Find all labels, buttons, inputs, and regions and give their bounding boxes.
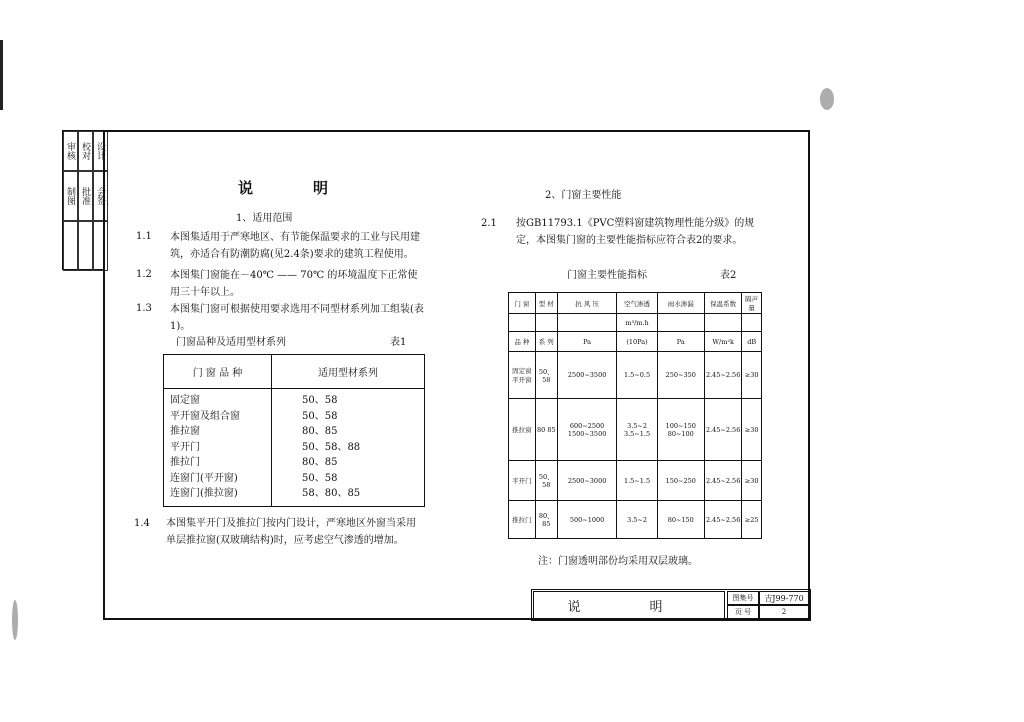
item-number: 1.2	[136, 269, 152, 280]
table-cell: ≥30	[742, 352, 762, 399]
item-text: 本图集门窗能在－40℃ —— 70℃ 的环境温度下正常使用三十年以上。	[170, 270, 418, 298]
table-header: dB	[742, 332, 762, 352]
table-cell: 2.45~2.56	[704, 501, 741, 539]
item-text: 按GB11793.1《PVC塑料窗建筑物理性能分级》的规定，本图集门窗的主要性能指标应符合表2的要求。	[516, 218, 755, 246]
item-number: 2.1	[481, 218, 497, 229]
table-cell: 推拉门	[170, 457, 200, 468]
table-header: m³/m.h	[617, 314, 657, 332]
table-cell: 600~2500 1500~3500	[557, 399, 617, 461]
table2-tag: 表2	[720, 270, 737, 281]
table-cell: 150~250	[657, 461, 704, 501]
table-header: 雨水渗漏	[657, 293, 704, 314]
table-header	[557, 314, 617, 332]
table-header	[704, 314, 741, 332]
table-col-types	[164, 389, 272, 507]
table-cell: 固定窗 平开窗	[509, 352, 536, 399]
table-cell: 250~350	[657, 352, 704, 399]
table-header: 保温系数	[704, 293, 741, 314]
table-header: 抗 风 压	[557, 293, 617, 314]
page-number: 2	[759, 605, 809, 619]
scan-noise	[820, 88, 834, 110]
stamp-cell: 批准	[78, 171, 93, 221]
table-cell: 推拉窗	[509, 399, 536, 461]
table1-caption: 门窗品种及适用型材系列	[176, 337, 286, 348]
page-title-right: 明	[313, 179, 329, 197]
table-header: 品 种	[509, 332, 536, 352]
table-cell: 推拉门	[509, 501, 536, 539]
stamp-cell: 校对	[78, 131, 93, 171]
table-cell: 100~150 80~100	[657, 399, 704, 461]
atlas-label: 图集号	[727, 591, 759, 605]
table-cell: 2.45~2.56	[704, 461, 741, 501]
table-cell: 58、80、85	[302, 488, 361, 499]
page-title-left: 说	[238, 179, 256, 197]
table-col-series	[272, 389, 425, 507]
stamp-cell: 会签	[93, 171, 108, 221]
stamp-cell: 设计	[93, 131, 108, 171]
side-signature-stamp	[62, 130, 104, 270]
table-header	[742, 314, 762, 332]
page-label: 页 号	[727, 605, 759, 619]
table-cell: 50、58	[302, 395, 338, 406]
table-header	[509, 314, 536, 332]
table-header: (10Pa)	[617, 332, 657, 352]
table-cell: 50、58	[535, 461, 557, 501]
item-number: 1.4	[134, 518, 150, 529]
table-cell: 80~150	[657, 501, 704, 539]
item-text: 本图集门窗可根据使用要求选用不同型材系列加工组装(表1)。	[170, 304, 424, 332]
table-cell: 80、85	[535, 501, 557, 539]
table1-tag: 表1	[390, 337, 407, 348]
table-cell: 2500~3500	[557, 352, 617, 399]
table-cell: 平开窗及组合窗	[170, 410, 240, 422]
table-header: 门 窗 品 种	[164, 355, 272, 389]
section-heading-performance: 2、门窗主要性能	[545, 190, 622, 201]
table-header: 空气渗透	[617, 293, 657, 314]
table-cell: 2.45~2.56	[704, 399, 741, 461]
performance-table	[508, 292, 762, 539]
table-cell: 3.5~2 3.5~1.5	[617, 399, 657, 461]
table-cell: 80 85	[535, 399, 557, 461]
table-header: Pa	[557, 332, 617, 352]
atlas-number: 吉J99-770	[759, 591, 809, 605]
table-cell: 3.5~2	[617, 501, 657, 539]
table-header: 门 窗	[509, 293, 536, 314]
table-cell: 1.5~0.5	[617, 352, 657, 399]
scan-edge-mark	[0, 40, 3, 110]
table-cell: 2500~3000	[557, 461, 617, 501]
table-cell: 50、58	[302, 472, 338, 484]
table-header	[657, 314, 704, 332]
item-text: 本图集适用于严寒地区、有节能保温要求的工业与民用建筑，亦适合有防潮防腐(见2.4条)要求的建筑工程使用。	[170, 232, 420, 260]
stamp-cell: 制图	[63, 171, 78, 221]
table-cell: 50、58	[535, 352, 557, 399]
table-cell: 2.45~2.56	[704, 352, 741, 399]
section-heading-scope: 1、适用范围	[236, 213, 293, 224]
item-number: 1.1	[136, 231, 152, 242]
table-cell: ≥25	[742, 501, 762, 539]
table-cell: 推拉窗	[170, 426, 200, 437]
table-cell: ≥30	[742, 399, 762, 461]
table-header: 型 材	[535, 293, 557, 314]
table-cell: 500~1000	[557, 501, 617, 539]
table-cell: 固定窗	[170, 395, 200, 406]
table-note: 注：门窗透明部份均采用双层玻璃。	[538, 556, 698, 567]
table-cell: ≥30	[742, 461, 762, 501]
scan-noise	[12, 600, 18, 640]
table-cell: 平开门	[170, 441, 200, 453]
stamp-cell: 审核	[63, 131, 78, 171]
table-header: Pa	[657, 332, 704, 352]
title-block-name: 说 明	[533, 591, 725, 619]
table-header: 隔声量	[742, 293, 762, 314]
item-number: 1.3	[136, 303, 152, 314]
stamp-cell	[78, 221, 93, 271]
table-cell: 80、85	[302, 426, 338, 437]
table-cell: 连窗门(推拉窗)	[170, 488, 238, 499]
item-text: 本图集平开门及推拉门按内门设计，严寒地区外窗当采用单层推拉窗(双玻璃结构)时，应考虑空气渗透的增加。	[166, 518, 416, 546]
table-header	[535, 314, 557, 332]
table-cell: 80、85	[302, 457, 338, 468]
table-cell: 平开门	[509, 461, 536, 501]
table-header: 适用型材系列	[272, 355, 425, 389]
window-series-table	[163, 354, 425, 507]
table-header: 系 列	[535, 332, 557, 352]
stamp-cell	[63, 221, 78, 271]
table2-caption: 门窗主要性能指标	[567, 270, 647, 281]
table-header: W/m²k	[704, 332, 741, 352]
table-cell: 50、58	[302, 410, 338, 422]
table-cell: 50、58、88	[302, 441, 361, 453]
table-cell: 1.5~1.5	[617, 461, 657, 501]
table-cell: 连窗门(平开窗)	[170, 472, 238, 484]
